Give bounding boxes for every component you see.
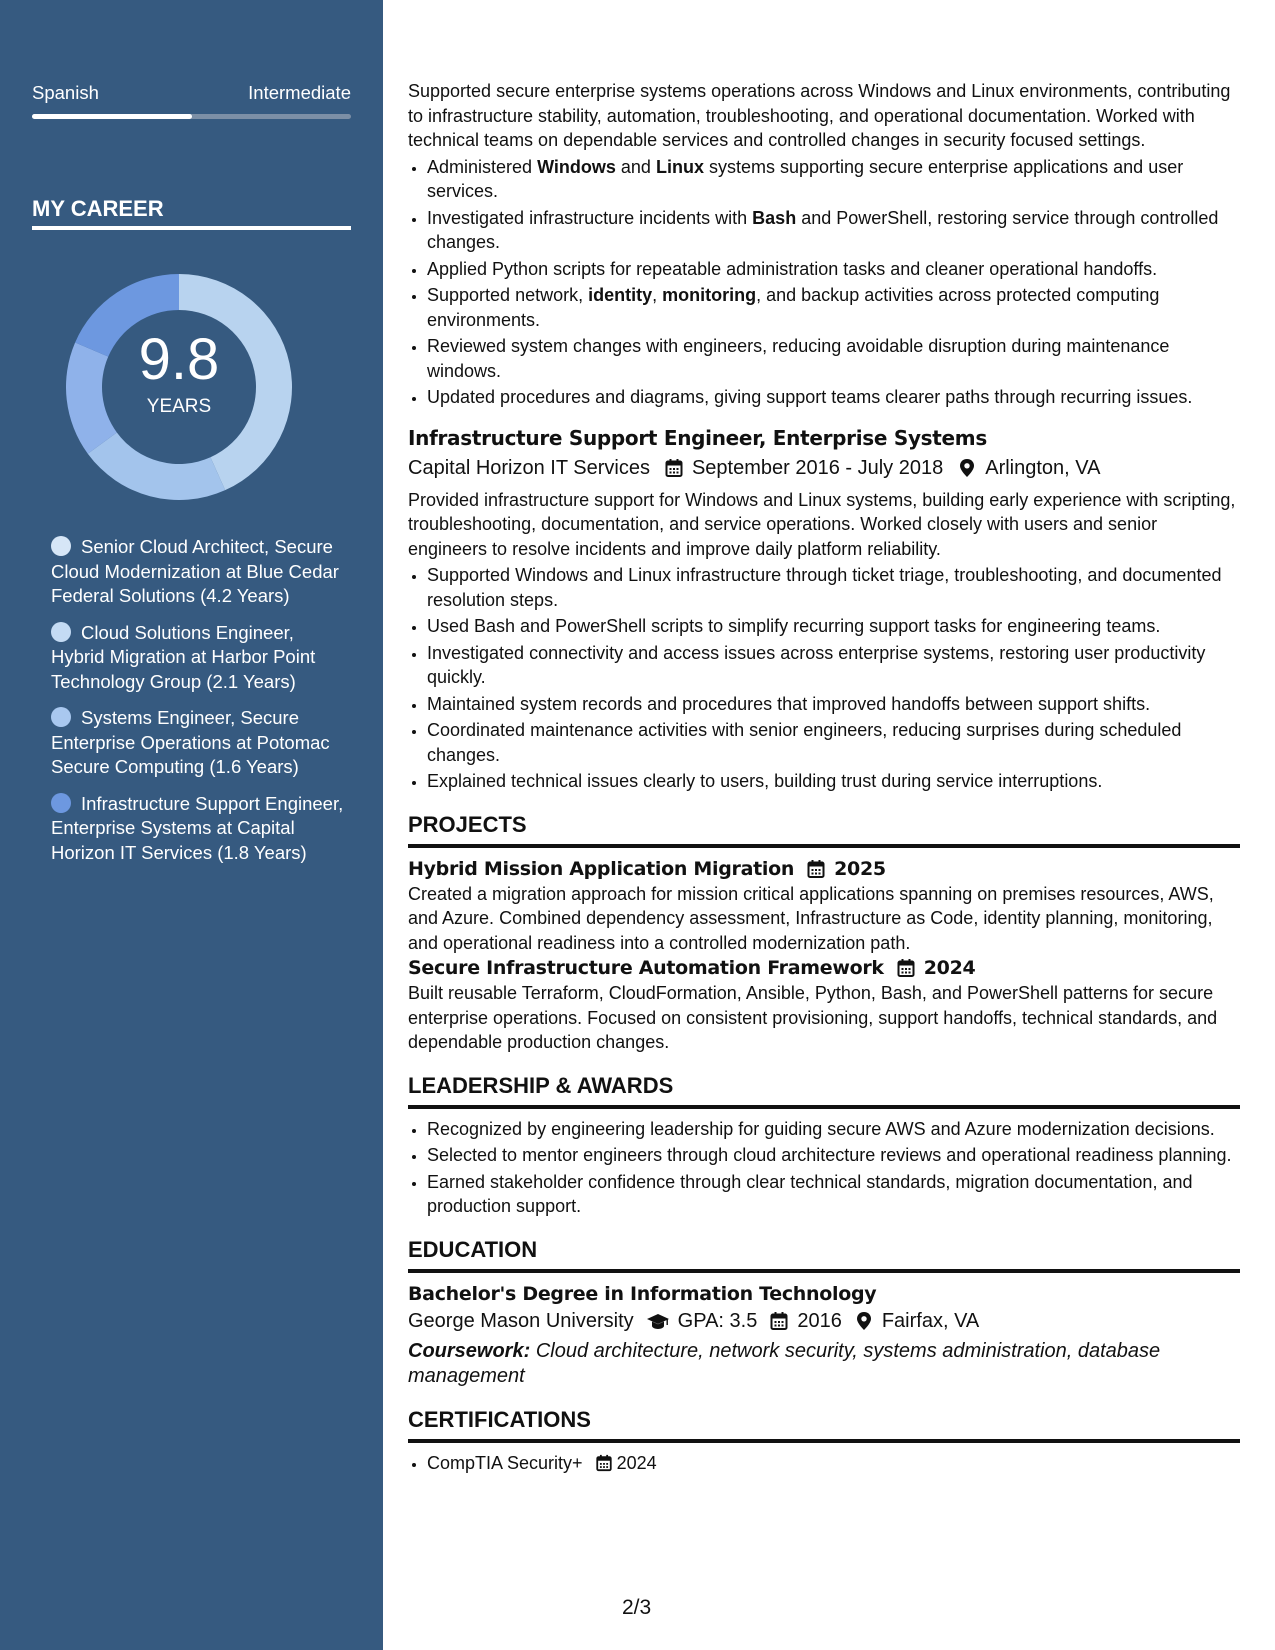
job-bullet <box>427 769 1240 794</box>
career-item <box>51 535 351 609</box>
career-list <box>51 535 351 877</box>
job-summary: Supported secure enterprise systems operations across Windows and Linux environments, contributing to infrastructure stability, automation, troubleshooting, and operational documentation. Worked with technical teams on dependable services and controlled changes in security focused settings. <box>408 81 1231 150</box>
career-item-text: Senior Cloud Architect, Secure Cloud Modernization at Blue Cedar Federal Solutions (4.2 Years) <box>51 536 339 606</box>
project-name: Hybrid Mission Application Migration <box>408 857 795 880</box>
school-location: Fairfax, VA <box>881 1309 980 1332</box>
language-proficiency-fill <box>32 114 192 119</box>
career-dot <box>51 536 71 556</box>
bullet-text: and PowerShell, restoring service through controlled changes. <box>427 207 1219 252</box>
career-title-rule <box>32 226 351 230</box>
career-item <box>51 792 351 866</box>
bullet-text: Investigated infrastructure incidents with <box>427 207 753 228</box>
bullet-keyword: Bash <box>752 207 797 228</box>
gpa: GPA: 3.5 <box>677 1309 758 1332</box>
leadership-item: • Selected to mentor engineers through cloud architecture reviews and operational readiness planning. <box>427 1143 1240 1168</box>
job-title: Infrastructure Support Engineer, Enterprise Systems <box>408 425 987 450</box>
section-title: PROJECTS <box>408 812 1240 848</box>
job-bullet <box>427 563 1240 612</box>
job-bullet <box>427 155 1240 204</box>
job-summary: Provided infrastructure support for Windows and Linux systems, building early experience with scripting, troubleshooting, documentation, and service operations. Worked closely with users and senior engineers to resolve incidents and improve daily platform reliability. <box>408 489 1236 559</box>
project-description: Built reusable Terraform, CloudFormation, Ansible, Python, Bash, and PowerShell patterns for secure enterprise operations. Focused on consistent provisioning, support handoffs, technical standards, and dependable production changes. <box>408 983 1218 1052</box>
bullet-text: Administered <box>427 156 538 177</box>
bullet-text: and <box>615 156 656 177</box>
bullet-text: Investigated connectivity and access issues across enterprise systems, restoring user productivity quickly. <box>427 642 1206 687</box>
coursework-text: Cloud architecture, network security, systems administration, database management <box>408 1339 1161 1387</box>
job-location: Arlington, VA <box>985 456 1101 479</box>
map-pin-icon <box>957 458 977 478</box>
career-item-text: Cloud Solutions Engineer, Hybrid Migration at Harbor Point Technology Group (2.1 Years) <box>51 621 316 692</box>
projects-section <box>408 812 1240 1055</box>
experience-entry-continued <box>408 79 1240 410</box>
bullet-text: systems supporting secure enterprise applications and user services. <box>427 156 1184 201</box>
job-bullets <box>408 563 1240 794</box>
page-number: 2/3 <box>622 1596 652 1619</box>
project-name: Secure Infrastructure Automation Framework <box>408 957 884 979</box>
project-year: 2024 <box>923 957 976 979</box>
certification-list <box>408 1451 1240 1476</box>
bullet-text: , and backup activities across protected computing environments. <box>427 285 1160 330</box>
certifications-section <box>408 1407 1240 1476</box>
bullet-text: Maintained system records and procedures that improved handoffs between support shifts. <box>427 693 1151 714</box>
language-proficiency-bar <box>32 114 351 119</box>
certification-year: 2024 <box>616 1452 657 1473</box>
leadership-section <box>408 1073 1240 1219</box>
education-section <box>408 1237 1240 1389</box>
bullet-text: Reviewed system changes with engineers, reducing avoidable disruption during maintenance windows. <box>427 336 1170 381</box>
degree-title: Bachelor's Degree in Information Technology <box>408 1282 877 1305</box>
sidebar <box>0 0 383 1650</box>
calendar-icon <box>595 1454 613 1472</box>
bullet-text: Applied Python scripts for repeatable administration tasks and cleaner operational handoffs. <box>427 258 1158 279</box>
career-item <box>51 706 351 780</box>
leadership-item: • Recognized by engineering leadership for guiding secure AWS and Azure modernization decisions. <box>427 1117 1240 1142</box>
calendar-icon <box>806 859 826 879</box>
donut-segment <box>66 342 117 453</box>
donut-segment <box>88 432 225 500</box>
project-title <box>408 856 1240 882</box>
bullet-text: Supported Windows and Linux infrastructure through ticket triage, troubleshooting, and documented resolution steps. <box>427 565 1222 610</box>
job-dates: September 2016 - July 2018 <box>691 456 944 479</box>
bullet-text: Supported network, <box>427 285 589 305</box>
leadership-item: • Earned stakeholder confidence through clear technical standards, migration documentation, and production support. <box>427 1170 1240 1219</box>
bullet-keyword: Windows <box>537 156 616 177</box>
map-pin-icon <box>854 1311 874 1331</box>
bullet-keyword: identity <box>588 285 653 305</box>
experience-entry <box>408 424 1240 794</box>
language-row <box>32 82 351 104</box>
school-name: George Mason University <box>408 1309 634 1332</box>
bullet-text: , <box>652 285 663 305</box>
job-bullet <box>427 718 1240 767</box>
certification-item <box>427 1451 1240 1476</box>
job-bullet <box>427 206 1240 255</box>
career-item-text: Infrastructure Support Engineer, Enterprise Systems at Capital Horizon IT Services (1.8 Years) <box>51 792 344 863</box>
language-name: Spanish <box>32 82 99 103</box>
job-bullet <box>427 692 1240 717</box>
project-year: 2025 <box>834 857 886 880</box>
career-item-text: Systems Engineer, Secure Enterprise Operations at Potomac Secure Computing (1.6 Years) <box>51 707 330 777</box>
language-level: Intermediate <box>248 82 351 103</box>
career-dot <box>51 793 71 813</box>
bullet-text: Updated procedures and diagrams, giving support teams clearer paths through recurring issues. <box>427 387 1193 407</box>
job-company: Capital Horizon IT Services <box>408 456 650 479</box>
job-bullet <box>427 614 1240 639</box>
career-section-title: MY CAREER <box>32 196 164 221</box>
section-title: LEADERSHIP & AWARDS <box>408 1073 1240 1109</box>
job-bullet <box>427 385 1240 410</box>
calendar-icon <box>896 958 916 978</box>
job-bullet <box>427 283 1240 332</box>
job-bullets <box>408 155 1240 410</box>
section-title: CERTIFICATIONS <box>408 1407 1240 1443</box>
graduation-cap-icon <box>646 1311 670 1331</box>
calendar-icon <box>664 458 684 478</box>
project-title <box>408 955 1240 981</box>
career-total-years: 9.8 <box>138 327 220 392</box>
job-bullet <box>427 334 1240 383</box>
bullet-text: Explained technical issues clearly to users, building trust during service interruptions. <box>427 771 1103 791</box>
main-content <box>408 79 1240 1477</box>
career-donut-chart <box>66 274 292 500</box>
job-bullet <box>427 257 1240 282</box>
graduation-year: 2016 <box>797 1309 842 1332</box>
certification-name: • CompTIA Security+ <box>427 1452 583 1473</box>
job-meta <box>408 454 1240 482</box>
career-dot <box>51 622 71 642</box>
job-bullet <box>427 641 1240 690</box>
bullet-keyword: monitoring <box>662 285 757 305</box>
bullet-text: Used Bash and PowerShell scripts to simplify recurring support tasks for engineering teams. <box>427 616 1161 636</box>
calendar-icon <box>769 1311 789 1331</box>
bullet-keyword: Linux <box>655 156 704 177</box>
education-meta <box>408 1307 1240 1335</box>
coursework <box>408 1339 1240 1389</box>
section-title: EDUCATION <box>408 1237 1240 1273</box>
leadership-list <box>408 1117 1240 1219</box>
bullet-text: Coordinated maintenance activities with senior engineers, reducing surprises during scheduled changes. <box>427 720 1182 765</box>
career-dot <box>51 707 71 727</box>
project-description: Created a migration approach for mission critical applications spanning on premises resources, AWS, and Azure. Combined dependency assessment, Infrastructure as Code, identity planning, monitoring, and operational readiness into a controlled modernization path. <box>408 883 1214 953</box>
career-item <box>51 621 351 695</box>
career-total-unit: YEARS <box>146 396 212 417</box>
coursework-label: Coursework: <box>408 1339 531 1362</box>
